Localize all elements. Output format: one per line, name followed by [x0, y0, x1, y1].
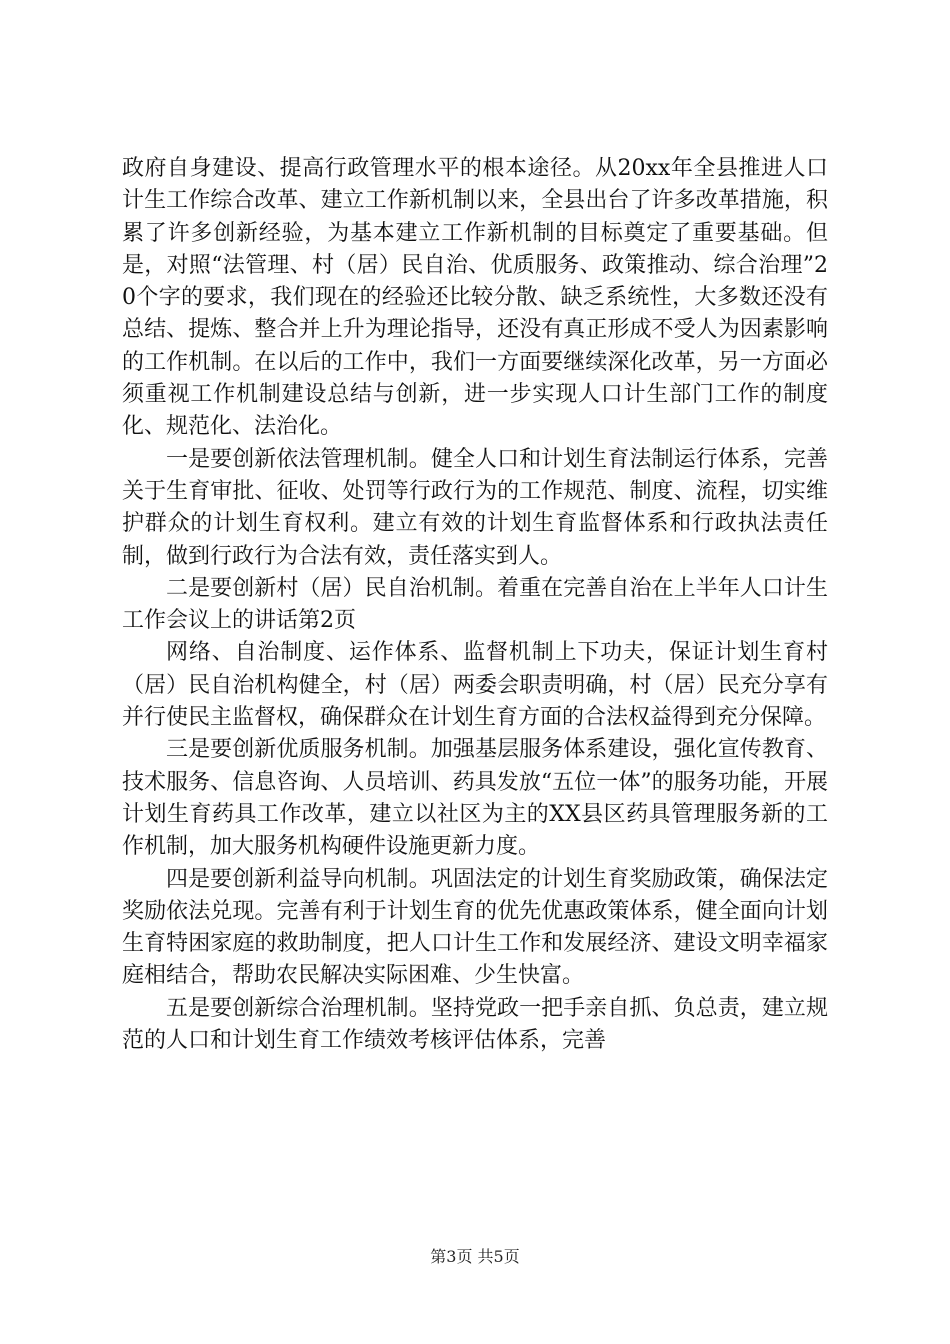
paragraph-quality-service: 三是要创新优质服务机制。加强基层服务体系建设，强化宣传教育、技术服务、信息咨询、人员培训、药具发放“五位一体”的服务功能，开展计划生育药具工作改革，建立以社区为主的XX县区药具管理服务新的工作机制，加大服务机构硬件设施更新力度。	[122, 737, 828, 860]
paragraph-benefit-guidance: 四是要创新利益导向机制。巩固法定的计划生育奖励政策，确保法定奖励依法兑现。完善有利于计划生育的优先优惠政策体系，健全面向计划生育特困家庭的救助制度，把人口计生工作和发展经济、建设文明幸福家庭相结合，帮助农民解决实际困难、少生快富。	[122, 866, 828, 989]
document-body	[122, 153, 828, 1057]
paragraph-legal-management: 一是要创新依法管理机制。健全人口和计划生育法制运行体系，完善关于生育审批、征收、处罚等行政行为的工作规范、制度、流程，切实维护群众的计划生育权利。建立有效的计划生育监督体系和行政执法责任制，做到行政行为合法有效，责任落实到人。	[122, 446, 828, 569]
paragraph-comprehensive-governance: 五是要创新综合治理机制。坚持党政一把手亲自抓、负总责，建立规范的人口和计划生育工作绩效考核评估体系，完善	[122, 995, 828, 1054]
paragraph-continuation: 政府自身建设、提高行政管理水平的根本途径。从20xx年全县推进人口计生工作综合改革、建立工作新机制以来，全县出台了许多改革措施，积累了许多创新经验，为基本建立工作新机制的目标奠定了重要基础。但是，对照“法管理、村（居）民自治、优质服务、政策推动、综合治理”20个字的要求，我们现在的经验还比较分散、缺乏系统性，大多数还没有总结、提炼、整合并上升为理论指导，还没有真正形成不受人为因素影响的工作机制。在以后的工作中，我们一方面要继续深化改革，另一方面必须重视工作机制建设总结与创新，进一步实现人口计生部门工作的制度化、规范化、法治化。	[122, 156, 828, 440]
paragraph-village-autonomy: 二是要创新村（居）民自治机制。着重在完善自治在上半年人口计生工作会议上的讲话第2页	[122, 575, 828, 634]
paragraph-autonomy-network: 网络、自治制度、运作体系、监督机制上下功夫，保证计划生育村（居）民自治机构健全，村（居）两委会职责明确，村（居）民充分享有并行使民主监督权，确保群众在计划生育方面的合法权益得到充分保障。	[122, 640, 828, 731]
page-number-footer: 第3页 共5页	[430, 1247, 520, 1266]
